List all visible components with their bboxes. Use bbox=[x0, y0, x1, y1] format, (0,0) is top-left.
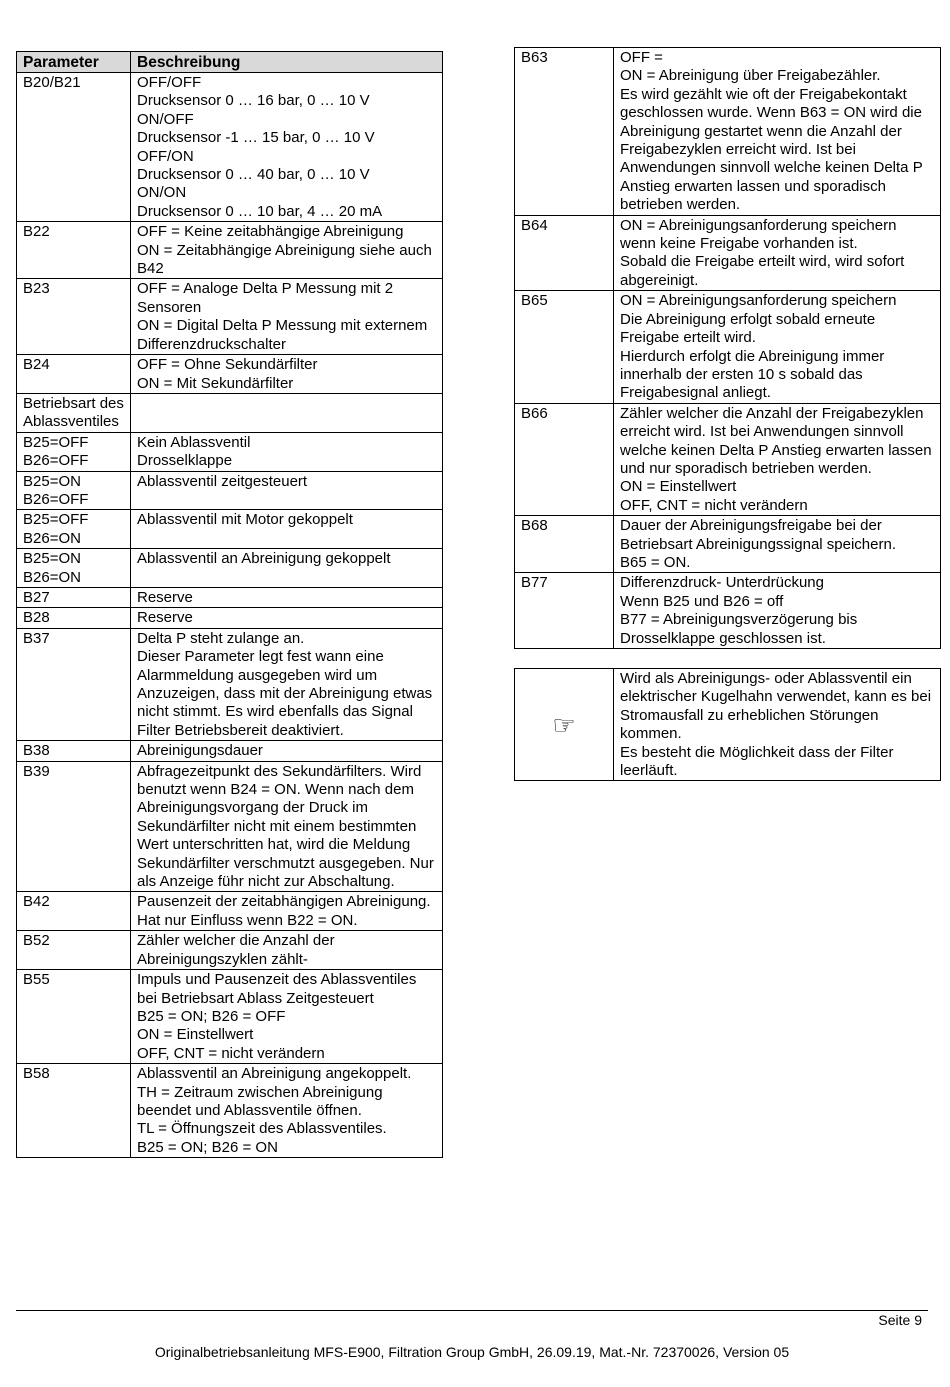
parameter-cell: B55 bbox=[17, 970, 131, 1064]
description-cell bbox=[131, 393, 443, 432]
table-header-row bbox=[17, 52, 443, 73]
parameter-cell: B24 bbox=[17, 355, 131, 394]
parameter-cell: B37 bbox=[17, 628, 131, 740]
table-row bbox=[17, 587, 443, 607]
note-text: Wird als Abreinigungs- oder Ablassventil ein elektrischer Kugelhahn verwendet, kann es bei Stromausfall zu erheblichen Störungen kommen. Es besteht die Möglichkeit dass der Filter leerläuft. bbox=[614, 669, 941, 781]
page-number: Seite 9 bbox=[878, 1312, 922, 1328]
description-cell: Zähler welcher die Anzahl der Abreinigungszyklen zählt- bbox=[131, 931, 443, 970]
parameter-cell: B66 bbox=[515, 403, 614, 515]
parameter-cell: B52 bbox=[17, 931, 131, 970]
description-cell: OFF/OFF Drucksensor 0 … 16 bar, 0 … 10 V ON/OFF Drucksensor -1 … 15 bar, 0 … 10 V OFF/ON Drucksensor 0 … 40 bar, 0 … 10 V ON/ON Drucksensor 0 … 10 bar, 4 … 20 mA bbox=[131, 73, 443, 222]
parameter-cell: B20/B21 bbox=[17, 73, 131, 222]
description-cell: Reserve bbox=[131, 587, 443, 607]
description-cell: Dauer der Abreinigungsfreigabe bei der Betriebsart Abreinigungssignal speichern. B65 = ON. bbox=[614, 516, 941, 573]
parameter-cell: B25=OFF B26=ON bbox=[17, 510, 131, 549]
table-row bbox=[17, 741, 443, 761]
table-row bbox=[515, 215, 941, 291]
parameter-cell: B64 bbox=[515, 215, 614, 291]
table-row bbox=[17, 510, 443, 549]
description-cell: Kein Ablassventil Drosselklappe bbox=[131, 432, 443, 471]
table-row bbox=[17, 549, 443, 588]
parameter-table-right bbox=[514, 47, 941, 649]
description-cell: Pausenzeit der zeitabhängigen Abreinigung. Hat nur Einfluss wenn B22 = ON. bbox=[131, 892, 443, 931]
parameter-cell: B39 bbox=[17, 761, 131, 892]
table-row bbox=[17, 432, 443, 471]
description-cell: Delta P steht zulange an. Dieser Parameter legt fest wann eine Alarmmeldung ausgegeben wird um Anzuzeigen, dass mit der Abreinigung etwas nicht stimmt. Es wird ebenfalls das Signal Filter Betriebsbereit deaktiviert. bbox=[131, 628, 443, 740]
parameter-cell: B65 bbox=[515, 291, 614, 403]
parameter-table-left bbox=[16, 51, 443, 1158]
parameter-cell: B63 bbox=[515, 48, 614, 216]
parameter-cell: B77 bbox=[515, 573, 614, 649]
description-cell: OFF = ON = Abreinigung über Freigabezähler. Es wird gezählt wie oft der Freigabekontakt geschlossen wurde. Wenn B63 = ON wird die Abreinigung gestartet wenn die Anzahl der Freigabezyklen erreicht wird. Ist bei Anwendungen sinnvoll welche keinen Delta P Anstieg erwarten lassen und sporadisch betrieben werden. bbox=[614, 48, 941, 216]
parameter-cell: B58 bbox=[17, 1064, 131, 1158]
table-row bbox=[17, 1064, 443, 1158]
description-cell: Ablassventil an Abreinigung gekoppelt bbox=[131, 549, 443, 588]
table-row bbox=[17, 73, 443, 222]
description-cell: Ablassventil mit Motor gekoppelt bbox=[131, 510, 443, 549]
table-row bbox=[17, 355, 443, 394]
table-row bbox=[515, 48, 941, 216]
description-cell: Zähler welcher die Anzahl der Freigabezyklen erreicht wird. Ist bei Anwendungen sinnvoll welche keinen Delta P Anstieg erwarten lassen und nur sporadisch betrieben werden. ON = Einstellwert OFF, CNT = nicht verändern bbox=[614, 403, 941, 515]
table-row bbox=[17, 279, 443, 355]
table-row bbox=[17, 393, 443, 432]
column-header-description: Beschreibung bbox=[131, 52, 443, 73]
parameter-cell: B38 bbox=[17, 741, 131, 761]
table-row bbox=[515, 403, 941, 515]
parameter-cell: Betriebsart des Ablassventiles bbox=[17, 393, 131, 432]
note-box bbox=[514, 668, 941, 781]
description-cell: OFF = Analoge Delta P Messung mit 2 Sensoren ON = Digital Delta P Messung mit externem Differenzdruckschalter bbox=[131, 279, 443, 355]
table-row bbox=[17, 222, 443, 279]
parameter-cell: B68 bbox=[515, 516, 614, 573]
description-cell: ON = Abreinigungsanforderung speichern wenn keine Freigabe vorhanden ist. Sobald die Freigabe erteilt wird, wird sofort abgereinigt. bbox=[614, 215, 941, 291]
parameter-cell: B28 bbox=[17, 608, 131, 628]
table-row bbox=[17, 628, 443, 740]
description-cell: Abreinigungsdauer bbox=[131, 741, 443, 761]
table-row bbox=[17, 761, 443, 892]
table-row bbox=[17, 471, 443, 510]
table-row bbox=[17, 892, 443, 931]
parameter-cell: B25=OFF B26=OFF bbox=[17, 432, 131, 471]
table-row bbox=[515, 291, 941, 403]
parameter-cell: B25=ON B26=ON bbox=[17, 549, 131, 588]
parameter-cell: B23 bbox=[17, 279, 131, 355]
column-header-parameter: Parameter bbox=[17, 52, 131, 73]
footer-divider bbox=[16, 1310, 928, 1311]
description-cell: OFF = Keine zeitabhängige Abreinigung ON = Zeitabhängige Abreinigung siehe auch B42 bbox=[131, 222, 443, 279]
parameter-cell: B22 bbox=[17, 222, 131, 279]
description-cell: Reserve bbox=[131, 608, 443, 628]
description-cell: Abfragezeitpunkt des Sekundärfilters. Wird benutzt wenn B24 = ON. Wenn nach dem Abreinigungsvorgang der Druck im Sekundärfilter nicht mit einem bestimmten Wert unterschritten hat, wird die Meldung Sekundärfilter verschmutzt ausgegeben. Nur als Anzeige führ nicht zur Abschaltung. bbox=[131, 761, 443, 892]
parameter-cell: B25=ON B26=OFF bbox=[17, 471, 131, 510]
description-cell: Differenzdruck- Unterdrückung Wenn B25 und B26 = off B77 = Abreinigungsverzögerung bis Drosselklappe geschlossen ist. bbox=[614, 573, 941, 649]
note-row bbox=[515, 669, 941, 781]
parameter-cell: B27 bbox=[17, 587, 131, 607]
description-cell: Ablassventil zeitgesteuert bbox=[131, 471, 443, 510]
footer-text: Originalbetriebsanleitung MFS-E900, Filtration Group GmbH, 26.09.19, Mat.-Nr. 72370026, Version 05 bbox=[154, 1344, 790, 1360]
table-row bbox=[515, 573, 941, 649]
table-row bbox=[515, 516, 941, 573]
table-row bbox=[17, 931, 443, 970]
description-cell: OFF = Ohne Sekundärfilter ON = Mit Sekundärfilter bbox=[131, 355, 443, 394]
description-cell: Impuls und Pausenzeit des Ablassventiles bei Betriebsart Ablass Zeitgesteuert B25 = ON; B26 = OFF ON = Einstellwert OFF, CNT = nicht verändern bbox=[131, 970, 443, 1064]
table-row bbox=[17, 608, 443, 628]
description-cell: Ablassventil an Abreinigung angekoppelt. TH = Zeitraum zwischen Abreinigung beendet und Ablassventile öffnen. TL = Öffnungszeit des Ablassventiles. B25 = ON; B26 = ON bbox=[131, 1064, 443, 1158]
table-row bbox=[17, 970, 443, 1064]
parameter-cell: B42 bbox=[17, 892, 131, 931]
pointing-hand-icon: ☞ bbox=[515, 669, 614, 781]
description-cell: ON = Abreinigungsanforderung speichern Die Abreinigung erfolgt sobald erneute Freigabe erteilt wird. Hierdurch erfolgt die Abreinigung immer innerhalb der ersten 10 s sobald das Freigabesignal anliegt. bbox=[614, 291, 941, 403]
